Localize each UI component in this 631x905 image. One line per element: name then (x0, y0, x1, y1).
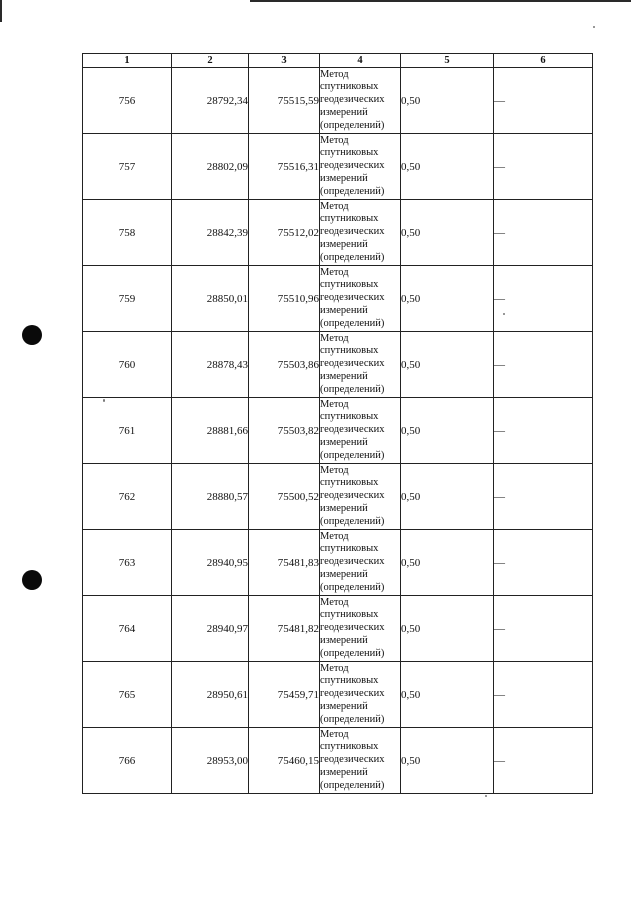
method-text-line: геодезических (320, 556, 385, 568)
x-coordinate-cell: 28842,39 (172, 200, 249, 266)
method-text-line: Метод (320, 266, 349, 278)
note-cell: — (494, 530, 593, 596)
y-coordinate-cell: 75481,82 (249, 596, 320, 662)
y-coordinate-cell: 75515,59 (249, 68, 320, 134)
note-cell: — (494, 596, 593, 662)
x-coordinate-cell: 28792,34 (172, 68, 249, 134)
table-row (83, 134, 593, 200)
method-text-line: измерений (320, 700, 368, 712)
point-number-cell: 766 (83, 728, 172, 794)
method-text-line: геодезических (320, 226, 385, 238)
accuracy-cell: 0,50 (401, 332, 494, 398)
method-text-line: спутниковых (320, 741, 379, 753)
x-coordinate-cell: 28881,66 (172, 398, 249, 464)
method-text-line: Метод (320, 596, 349, 608)
table-row (83, 464, 593, 530)
y-coordinate-cell: 75516,31 (249, 134, 320, 200)
method-text-line: геодезических (320, 754, 385, 766)
method-text-line: спутниковых (320, 411, 379, 423)
accuracy-cell: 0,50 (401, 464, 494, 530)
scan-edge-left (0, 0, 2, 22)
x-coordinate-cell: 28940,97 (172, 596, 249, 662)
punch-hole (22, 325, 42, 345)
table-row (83, 530, 593, 596)
method-text-line: (определений) (320, 251, 385, 263)
y-coordinate-cell: 75500,52 (249, 464, 320, 530)
method-cell (320, 464, 401, 530)
table-row (83, 200, 593, 266)
method-text-line: геодезических (320, 622, 385, 634)
method-text-line: измерений (320, 370, 368, 382)
point-number-cell: 762 (83, 464, 172, 530)
table-row (83, 68, 593, 134)
column-header: 5 (401, 54, 494, 68)
method-text-line: (определений) (320, 647, 385, 659)
method-text-line: геодезических (320, 94, 385, 106)
accuracy-cell: 0,50 (401, 596, 494, 662)
method-text-line: спутниковых (320, 213, 379, 225)
x-coordinate-cell: 28953,00 (172, 728, 249, 794)
note-cell: — (494, 398, 593, 464)
point-number-cell: 757 (83, 134, 172, 200)
point-number-cell: 761 (83, 398, 172, 464)
method-text-line: (определений) (320, 185, 385, 197)
note-cell: — (494, 134, 593, 200)
coordinates-table (82, 53, 593, 794)
table-row (83, 596, 593, 662)
table-row (83, 662, 593, 728)
method-text-line: спутниковых (320, 609, 379, 621)
method-text-line: спутниковых (320, 543, 379, 555)
note-cell: — (494, 68, 593, 134)
point-number-cell: 759 (83, 266, 172, 332)
y-coordinate-cell: 75460,15 (249, 728, 320, 794)
method-text-line: Метод (320, 662, 349, 674)
column-header: 3 (249, 54, 320, 68)
method-cell (320, 728, 401, 794)
method-cell (320, 530, 401, 596)
method-cell (320, 200, 401, 266)
accuracy-cell: 0,50 (401, 200, 494, 266)
y-coordinate-cell: 75481,83 (249, 530, 320, 596)
accuracy-cell: 0,50 (401, 266, 494, 332)
method-text-line: Метод (320, 530, 349, 542)
scan-edge-top (250, 0, 631, 2)
method-text-line: измерений (320, 502, 368, 514)
method-text-line: Метод (320, 68, 349, 80)
method-text-line: измерений (320, 106, 368, 118)
note-cell: — (494, 464, 593, 530)
column-header: 6 (494, 54, 593, 68)
method-cell (320, 332, 401, 398)
y-coordinate-cell: 75510,96 (249, 266, 320, 332)
scan-speck (485, 795, 487, 797)
method-text-line: измерений (320, 634, 368, 646)
x-coordinate-cell: 28850,01 (172, 266, 249, 332)
method-text-line: спутниковых (320, 345, 379, 357)
method-cell (320, 662, 401, 728)
method-text-line: измерений (320, 304, 368, 316)
method-text-line: спутниковых (320, 279, 379, 291)
accuracy-cell: 0,50 (401, 530, 494, 596)
x-coordinate-cell: 28802,09 (172, 134, 249, 200)
method-text-line: (определений) (320, 515, 385, 527)
column-header: 2 (172, 54, 249, 68)
method-text-line: (определений) (320, 383, 385, 395)
method-text-line: Метод (320, 398, 349, 410)
method-text-line: Метод (320, 464, 349, 476)
table-row (83, 332, 593, 398)
method-text-line: спутниковых (320, 147, 379, 159)
column-header: 4 (320, 54, 401, 68)
y-coordinate-cell: 75503,86 (249, 332, 320, 398)
accuracy-cell: 0,50 (401, 728, 494, 794)
y-coordinate-cell: 75512,02 (249, 200, 320, 266)
method-text-line: измерений (320, 766, 368, 778)
y-coordinate-cell: 75503,82 (249, 398, 320, 464)
y-coordinate-cell: 75459,71 (249, 662, 320, 728)
method-cell (320, 398, 401, 464)
method-text-line: геодезических (320, 688, 385, 700)
point-number-cell: 756 (83, 68, 172, 134)
x-coordinate-cell: 28950,61 (172, 662, 249, 728)
note-cell: — (494, 332, 593, 398)
method-text-line: (определений) (320, 713, 385, 725)
method-cell (320, 68, 401, 134)
point-number-cell: 764 (83, 596, 172, 662)
method-text-line: спутниковых (320, 81, 379, 93)
x-coordinate-cell: 28880,57 (172, 464, 249, 530)
note-cell: — (494, 728, 593, 794)
method-text-line: (определений) (320, 119, 385, 131)
header-row (83, 54, 593, 68)
method-text-line: измерений (320, 436, 368, 448)
scan-speck (593, 26, 595, 28)
method-text-line: геодезических (320, 424, 385, 436)
table-body (83, 68, 593, 794)
method-text-line: Метод (320, 728, 349, 740)
method-text-line: геодезических (320, 358, 385, 370)
table-row (83, 266, 593, 332)
note-cell: — (494, 200, 593, 266)
method-text-line: геодезических (320, 292, 385, 304)
method-cell (320, 266, 401, 332)
method-text-line: геодезических (320, 490, 385, 502)
point-number-cell: 758 (83, 200, 172, 266)
accuracy-cell: 0,50 (401, 134, 494, 200)
column-header: 1 (83, 54, 172, 68)
accuracy-cell: 0,50 (401, 68, 494, 134)
method-cell (320, 134, 401, 200)
method-text-line: спутниковых (320, 675, 379, 687)
method-text-line: (определений) (320, 449, 385, 461)
point-number-cell: 760 (83, 332, 172, 398)
method-text-line: Метод (320, 332, 349, 344)
table-row (83, 398, 593, 464)
method-text-line: Метод (320, 134, 349, 146)
accuracy-cell: 0,50 (401, 662, 494, 728)
x-coordinate-cell: 28878,43 (172, 332, 249, 398)
accuracy-cell: 0,50 (401, 398, 494, 464)
table-row (83, 728, 593, 794)
method-cell (320, 596, 401, 662)
note-cell: — (494, 266, 593, 332)
note-cell: — (494, 662, 593, 728)
method-text-line: геодезических (320, 160, 385, 172)
method-text-line: (определений) (320, 317, 385, 329)
point-number-cell: 763 (83, 530, 172, 596)
method-text-line: измерений (320, 238, 368, 250)
method-text-line: Метод (320, 200, 349, 212)
method-text-line: спутниковых (320, 477, 379, 489)
method-text-line: измерений (320, 568, 368, 580)
point-number-cell: 765 (83, 662, 172, 728)
method-text-line: (определений) (320, 779, 385, 791)
x-coordinate-cell: 28940,95 (172, 530, 249, 596)
method-text-line: измерений (320, 172, 368, 184)
method-text-line: (определений) (320, 581, 385, 593)
punch-hole (22, 570, 42, 590)
